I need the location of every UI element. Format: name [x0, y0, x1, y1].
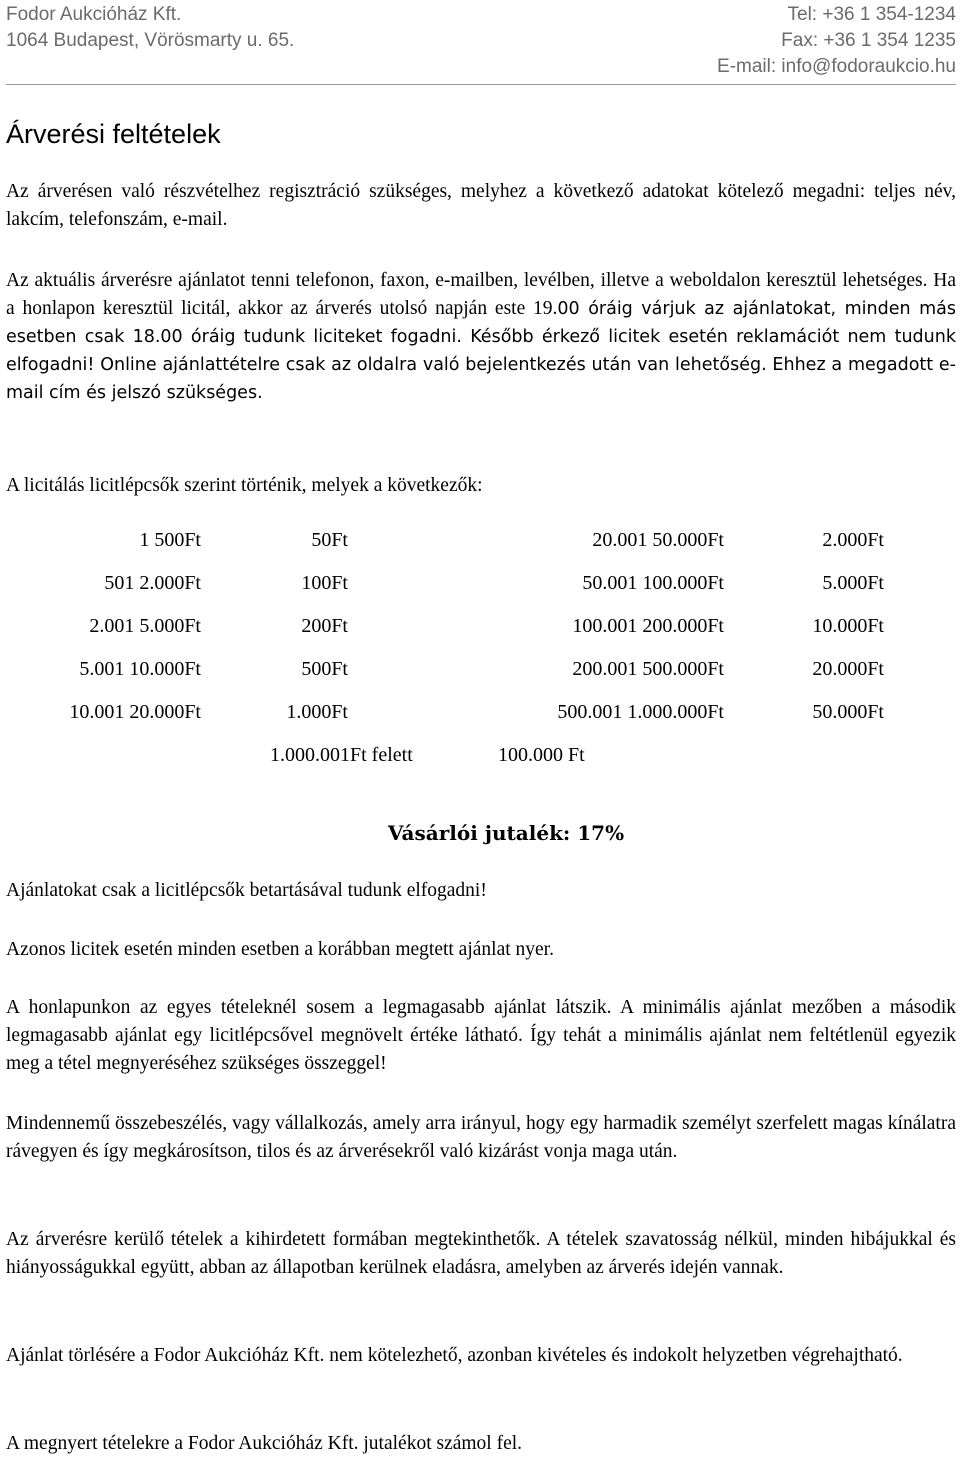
company-fax: Fax: +36 1 354 1235	[781, 30, 956, 51]
letterhead-right	[717, 2, 956, 80]
rule-paragraph: A honlapunkon az egyes tételeknél sosem a legmagasabb ajánlat látszik. A minimális ajánlat mezőben a második legmagasabb ajánlat egy licitlépcsővel megnövelt értéke látható. Így tehát a minimális ajánlat nem feltétlenül egyezik meg a tétel megnyeréséhez szükséges összeggel!	[6, 997, 956, 1074]
table-row	[6, 658, 956, 701]
table-row	[6, 615, 956, 658]
step-increment: 5.000Ft	[822, 572, 884, 594]
step-increment: 20.000Ft	[812, 658, 884, 680]
step-range: 501 2.000Ft	[104, 572, 201, 594]
rule-paragraph: Ajánlat törlésére a Fodor Aukcióház Kft. nem kötelezhető, azonban kivételes és indokolt helyzetben végrehajtható.	[6, 1345, 903, 1366]
step-range: 2.001 5.000Ft	[89, 615, 201, 637]
step-range: 5.001 10.000Ft	[79, 658, 201, 680]
step-increment: 50Ft	[311, 529, 348, 551]
buyer-premium-text: Vásárlói jutalék: 17%	[387, 821, 625, 845]
step-range: 1 500Ft	[139, 529, 201, 551]
step-range: 500.001 1.000.000Ft	[557, 701, 724, 723]
step-increment: 100Ft	[301, 572, 348, 594]
step-range: 10.001 20.000Ft	[69, 701, 201, 723]
page-title: Árverési feltételek	[6, 119, 221, 149]
table-row	[6, 701, 956, 744]
letterhead	[6, 2, 956, 82]
step-range: 50.001 100.000Ft	[582, 572, 724, 594]
header-divider	[6, 84, 956, 85]
step-range: 20.001 50.000Ft	[592, 529, 724, 551]
bidding-text-serif: Az aktuális árverésre ajánlatot tenni telefonon, faxon, e-mailben, levélben, illetve a weboldalon keresztül lehetséges. Ha a honlapon keresztül licitál, akkor az árverés utolsó napján este 19.	[6, 270, 956, 319]
step-increment: 10.000Ft	[812, 615, 884, 637]
step-range-last: 1.000.001Ft felett	[270, 744, 413, 766]
step-increment-last: 100.000 Ft	[498, 744, 585, 766]
company-name: Fodor Aukcióház Kft.	[6, 4, 182, 25]
rule-paragraph: A megnyert tételekre a Fodor Aukcióház Kft. jutalékot számol fel.	[6, 1433, 523, 1454]
table-row-last	[6, 744, 956, 787]
step-increment: 200Ft	[301, 615, 348, 637]
step-increment: 2.000Ft	[822, 529, 884, 551]
company-email: E-mail: info@fodoraukcio.hu	[717, 56, 956, 77]
step-range: 200.001 500.000Ft	[572, 658, 724, 680]
rule-paragraph: Azonos licitek esetén minden esetben a korábban megtett ajánlat nyer.	[6, 939, 554, 960]
bidding-paragraph	[6, 267, 956, 407]
bid-steps-table	[6, 529, 956, 787]
company-phone: Tel: +36 1 354-1234	[787, 4, 956, 25]
step-increment: 500Ft	[301, 658, 348, 680]
bidding-text-sans: 00 óráig várjuk az ajánlatokat, minden más esetben csak 18.00 óráig tudunk liciteket fogadni. Később érkező licitek esetén reklamációt nem tudunk elfogadni! Online ajánlattételre csak az oldalra való bejelentkezés után van lehetőség. Ehhez a megadott e-mail cím és jelszó szükséges.	[6, 299, 956, 403]
rule-paragraph: Az árverésre kerülő tételek a kihirdetett formában megtekinthetők. A tételek szavatosság nélkül, minden hibájukkal és hiányosságukkal együtt, abban az állapotban kerülnek eladásra, amelyben az árverés idején vannak.	[6, 1229, 956, 1278]
rule-paragraph: Ajánlatokat csak a licitlépcsők betartásával tudunk elfogadni!	[6, 880, 487, 901]
company-address: 1064 Budapest, Vörösmarty u. 65.	[6, 30, 295, 51]
letterhead-left	[6, 2, 294, 54]
rule-paragraph: Mindennemű összebeszélés, vagy vállalkozás, amely arra irányul, hogy egy harmadik személyt szerfelett magas kínálatra rávegyen és így megkárosítson, tilos és az árverésekről való kizárást vonja maga után.	[6, 1113, 956, 1162]
steps-intro: A licitálás licitlépcsők szerint történik, melyek a következők:	[6, 475, 483, 496]
intro-paragraph: Az árverésen való részvételhez regisztráció szükséges, melyhez a következő adatokat kötelező megadni: teljes név, lakcím, telefonszám, e-mail.	[6, 181, 956, 230]
table-row	[6, 572, 956, 615]
step-increment: 50.000Ft	[812, 701, 884, 723]
step-range: 100.001 200.000Ft	[572, 615, 724, 637]
step-increment: 1.000Ft	[286, 701, 348, 723]
buyer-premium	[6, 818, 956, 848]
table-row	[6, 529, 956, 572]
